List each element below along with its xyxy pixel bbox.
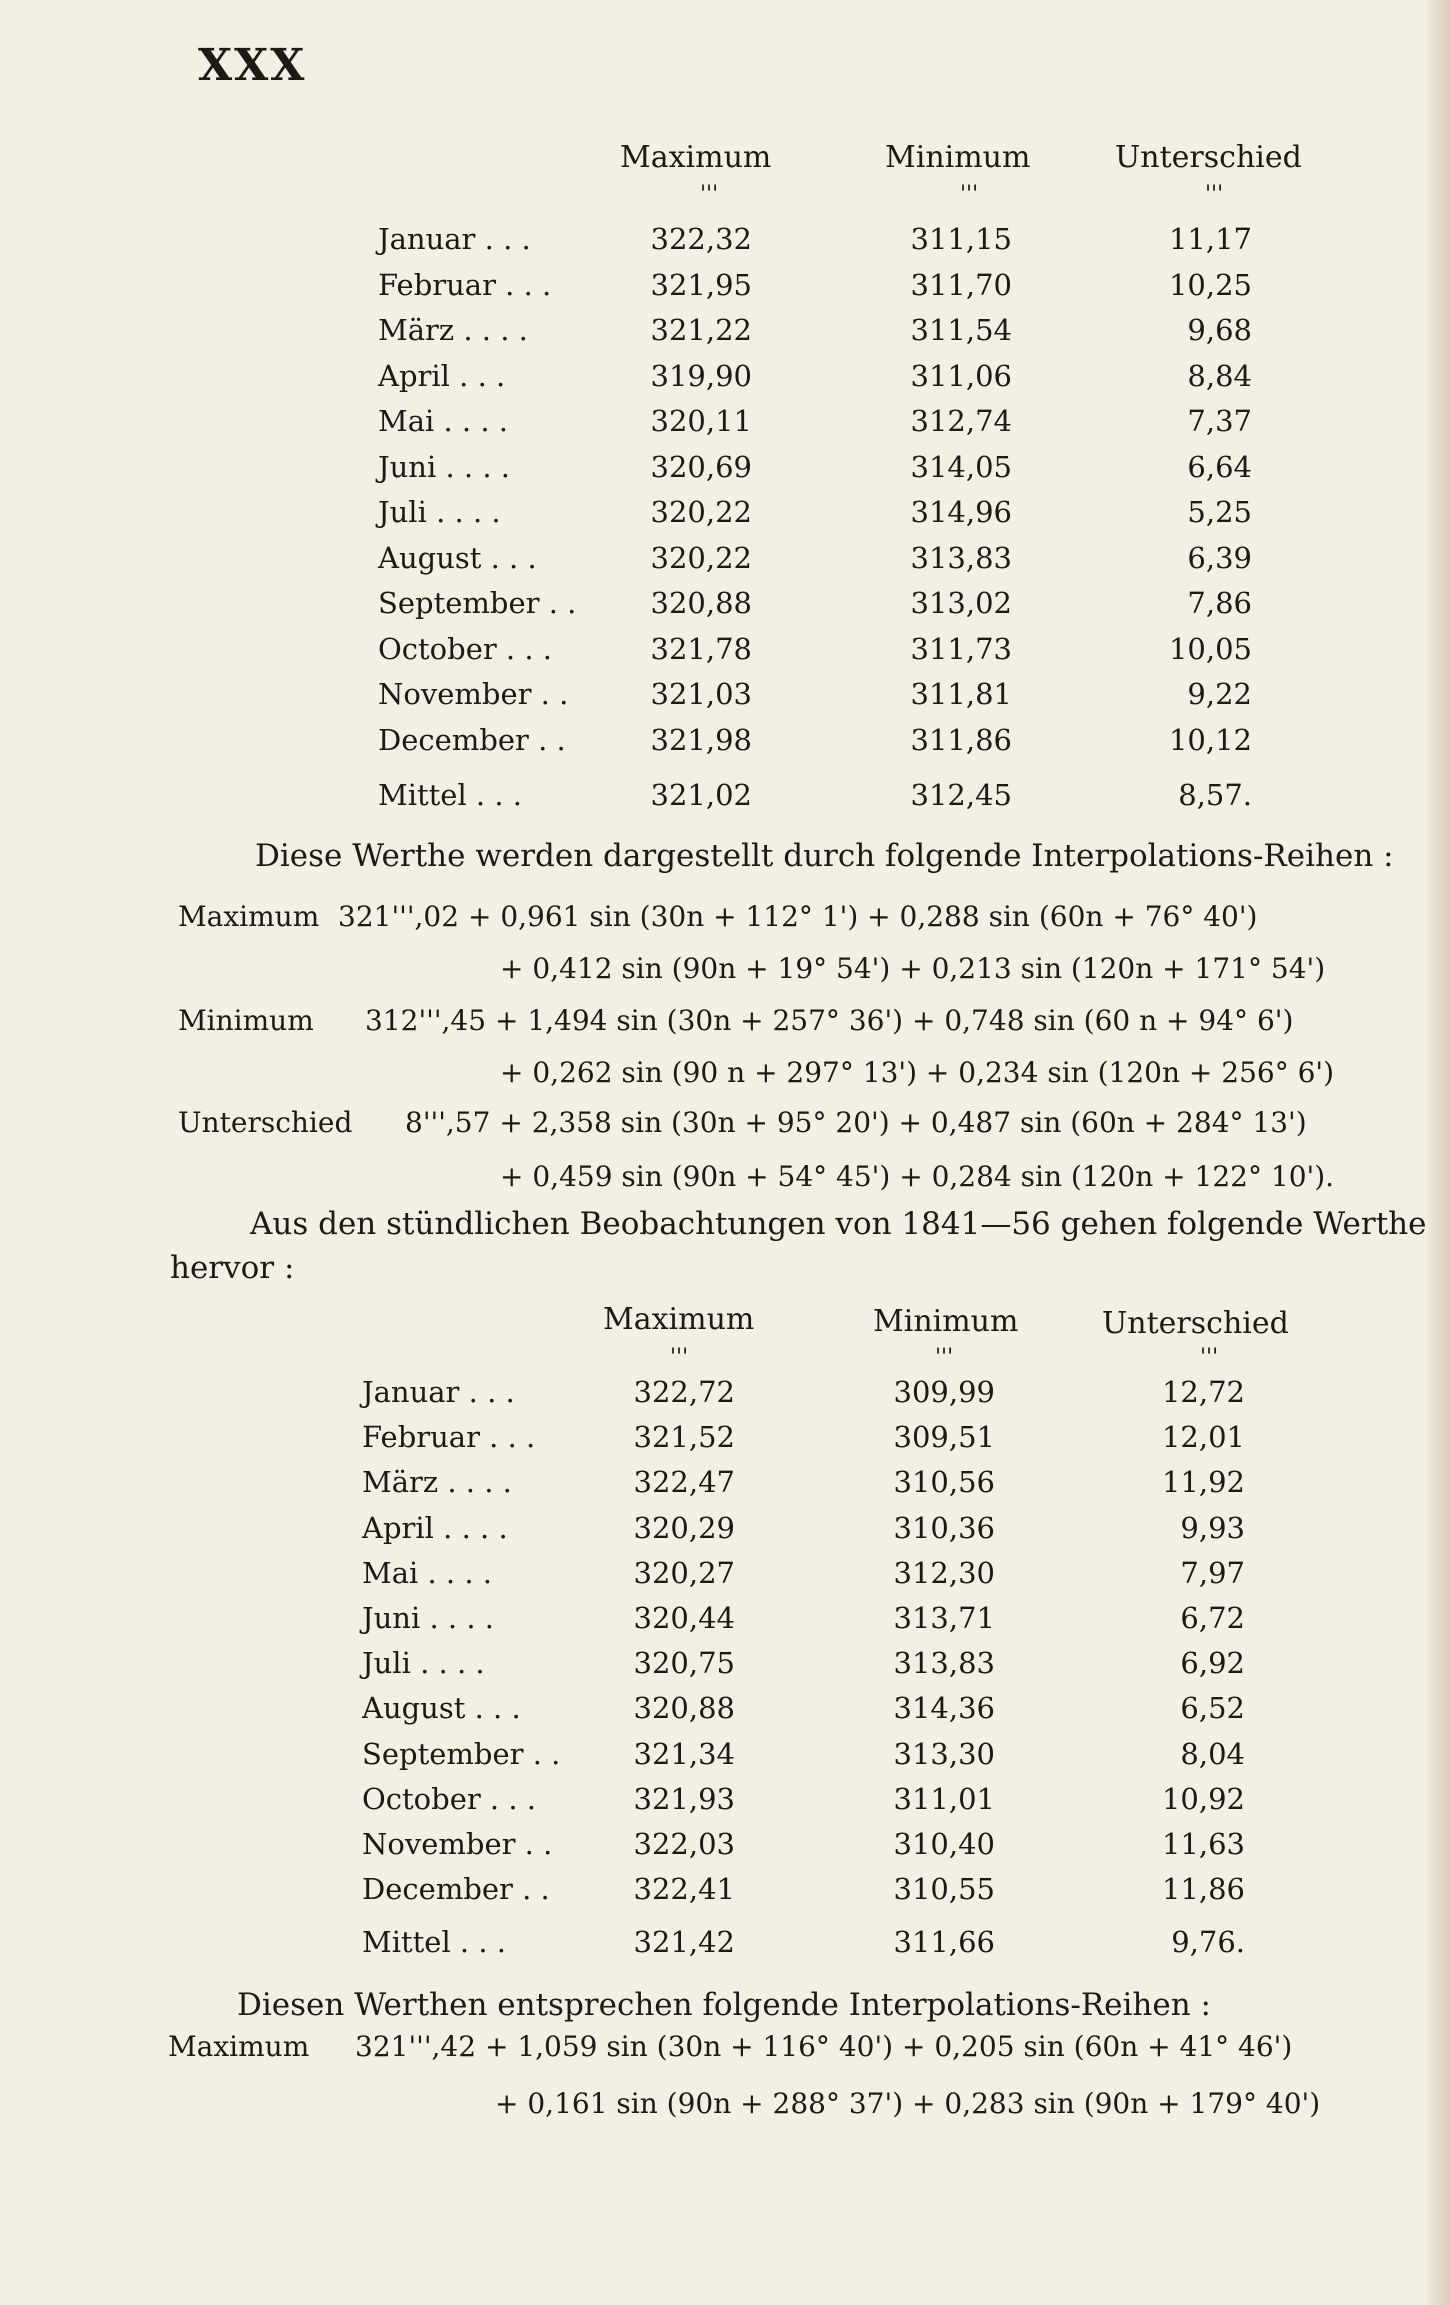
max-cell: 322,47 [633, 1465, 735, 1500]
max-cell: 321,22 [650, 313, 752, 347]
formula-label-maximum: Maximum [178, 900, 320, 933]
formula-label-minimum: Minimum [178, 1004, 314, 1037]
min-cell: 310,55 [893, 1872, 995, 1907]
max-cell: 320,22 [650, 540, 752, 575]
min-cell: 314,36 [893, 1691, 995, 1726]
table-row [0, 1420, 1450, 1464]
month-cell: Februar . . . [378, 267, 552, 302]
max-cell: 321,02 [650, 778, 752, 812]
min-cell: 313,02 [910, 586, 1012, 620]
unit-minimum-2: ''' [935, 1345, 954, 1370]
month-cell: October . . . [362, 1781, 537, 1816]
month-cell: September . . [362, 1736, 561, 1771]
difference-cell: 9,22 [1187, 677, 1252, 711]
difference-cell: 9,68 [1187, 313, 1252, 347]
formula2-maximum-line2: + 0,161 sin (90n + 288° 37') + 0,283 sin (90n + 179° 40') [495, 2087, 1321, 2120]
max-cell: 322,32 [650, 222, 752, 256]
difference-cell: 10,12 [1168, 722, 1252, 757]
max-cell: 320,11 [650, 404, 752, 438]
header-difference: Unterschied [1115, 140, 1302, 175]
difference-cell: 8,57. [1178, 778, 1252, 812]
table-row [0, 359, 1450, 403]
month-cell: Januar . . . [362, 1375, 515, 1409]
table-row [0, 586, 1450, 630]
table-row [0, 495, 1450, 539]
difference-cell: 8,04 [1180, 1736, 1245, 1771]
month-cell: November . . [362, 1827, 553, 1861]
month-cell: April . . . . [362, 1510, 508, 1545]
formula-minimum-line2: + 0,262 sin (90 n + 297° 13') + 0,234 sin (120n + 256° 6') [500, 1056, 1335, 1089]
max-cell: 321,34 [633, 1736, 735, 1771]
difference-cell: 6,72 [1180, 1601, 1245, 1635]
unit-maximum-2: ''' [670, 1345, 689, 1370]
min-cell: 312,74 [910, 404, 1012, 438]
difference-cell: 10,92 [1161, 1781, 1245, 1816]
month-cell: August . . . [378, 540, 537, 575]
min-cell: 309,51 [893, 1420, 995, 1455]
min-cell: 309,99 [893, 1375, 995, 1409]
max-cell: 321,78 [650, 631, 752, 666]
difference-cell: 12,01 [1161, 1420, 1245, 1455]
table-row [0, 404, 1450, 448]
month-cell: März . . . . [362, 1465, 512, 1500]
formula-minimum-line1: 312''',45 + 1,494 sin (30n + 257° 36') + 0,748 sin (60 n + 94° 6') [365, 1004, 1294, 1037]
paragraph-2-line2: hervor : [170, 1250, 295, 1286]
paragraph-3: Diesen Werthen entsprechen folgende Interpolations-Reihen : [237, 1987, 1212, 2023]
month-cell: December . . [362, 1872, 550, 1907]
max-cell: 321,52 [633, 1420, 735, 1455]
table-row [0, 1556, 1450, 1600]
max-cell: 320,22 [650, 495, 752, 529]
month-cell: Februar . . . [362, 1420, 536, 1455]
max-cell: 321,93 [633, 1781, 735, 1816]
table-row [0, 268, 1450, 312]
month-cell: November . . [378, 677, 569, 711]
difference-cell: 7,86 [1187, 586, 1252, 620]
min-cell: 313,71 [893, 1601, 995, 1635]
min-cell: 312,30 [893, 1555, 995, 1590]
table-row [0, 677, 1450, 721]
min-cell: 313,83 [893, 1646, 995, 1681]
difference-cell: 6,39 [1187, 540, 1252, 575]
min-cell: 311,01 [893, 1781, 995, 1816]
max-cell: 322,72 [633, 1375, 735, 1409]
month-cell: Juni . . . . [362, 1601, 495, 1635]
difference-cell: 9,76. [1171, 1925, 1245, 1960]
paragraph-1: Diese Werthe werden dargestellt durch folgende Interpolations-Reihen : [255, 838, 1394, 874]
table-row [0, 632, 1450, 676]
max-cell: 320,88 [633, 1691, 735, 1726]
min-cell: 310,40 [893, 1827, 995, 1861]
month-cell: April . . . [378, 358, 506, 393]
formula2-maximum-line1: 321''',42 + 1,059 sin (30n + 116° 40') + 0,205 sin (60n + 41° 46') [355, 2030, 1293, 2063]
max-cell: 321,42 [633, 1925, 735, 1960]
difference-cell: 6,92 [1180, 1646, 1245, 1681]
min-cell: 311,54 [910, 313, 1012, 347]
formula-maximum-line2: + 0,412 sin (90n + 19° 54') + 0,213 sin (120n + 171° 54') [500, 952, 1326, 985]
table-row-mean [0, 778, 1450, 822]
min-cell: 311,70 [910, 267, 1012, 302]
max-cell: 320,27 [633, 1555, 735, 1590]
min-cell: 311,66 [893, 1925, 995, 1960]
month-cell: Mittel . . . [378, 778, 523, 812]
unit-minimum: ''' [960, 182, 979, 207]
formula2-label-maximum: Maximum [168, 2030, 310, 2063]
min-cell: 314,05 [910, 449, 1012, 484]
header-difference-2: Unterschied [1102, 1306, 1289, 1341]
min-cell: 311,81 [910, 677, 1012, 711]
min-cell: 312,45 [910, 778, 1012, 812]
table-row [0, 1511, 1450, 1555]
unit-difference: ''' [1205, 182, 1224, 207]
max-cell: 320,75 [633, 1646, 735, 1681]
table-row [0, 1872, 1450, 1916]
difference-cell: 5,25 [1187, 495, 1252, 529]
table-row [0, 1465, 1450, 1509]
table-row [0, 450, 1450, 494]
month-cell: März . . . . [378, 313, 528, 347]
difference-cell: 11,86 [1161, 1872, 1245, 1907]
formula-difference-line2: + 0,459 sin (90n + 54° 45') + 0,284 sin (120n + 122° 10'). [500, 1160, 1335, 1193]
min-cell: 313,83 [910, 540, 1012, 575]
difference-cell: 9,93 [1180, 1510, 1245, 1545]
month-cell: Januar . . . [378, 222, 531, 256]
max-cell: 322,03 [633, 1827, 735, 1861]
table-row [0, 1646, 1450, 1690]
min-cell: 311,15 [910, 222, 1012, 256]
difference-cell: 6,64 [1187, 449, 1252, 484]
unit-maximum: ''' [700, 182, 719, 207]
unit-difference-2: ''' [1200, 1345, 1219, 1370]
max-cell: 320,29 [633, 1510, 735, 1545]
formula-maximum-line1: 321''',02 + 0,961 sin (30n + 112° 1') + 0,288 sin (60n + 76° 40') [338, 900, 1258, 933]
table-row [0, 313, 1450, 357]
table-row-mean [0, 1925, 1450, 1969]
header-maximum: Maximum [620, 140, 772, 175]
difference-cell: 10,05 [1168, 631, 1252, 666]
table-row [0, 1782, 1450, 1826]
table-row [0, 1601, 1450, 1645]
difference-cell: 12,72 [1161, 1375, 1245, 1409]
table-row [0, 1737, 1450, 1781]
table-row [0, 723, 1450, 767]
max-cell: 320,88 [650, 586, 752, 620]
max-cell: 321,98 [650, 722, 752, 757]
month-cell: August . . . [362, 1691, 521, 1726]
month-cell: December . . [378, 722, 566, 757]
min-cell: 311,73 [910, 631, 1012, 666]
table-row [0, 541, 1450, 585]
formula-label-difference: Unterschied [178, 1106, 353, 1139]
difference-cell: 11,92 [1161, 1465, 1245, 1500]
min-cell: 310,36 [893, 1510, 995, 1545]
min-cell: 310,56 [893, 1465, 995, 1500]
difference-cell: 7,97 [1180, 1555, 1245, 1590]
min-cell: 313,30 [893, 1736, 995, 1771]
difference-cell: 10,25 [1168, 267, 1252, 302]
table-row [0, 222, 1450, 266]
table-row [0, 1691, 1450, 1735]
month-cell: Mai . . . . [362, 1555, 493, 1590]
page-number: XXX [198, 40, 307, 91]
max-cell: 320,44 [633, 1601, 735, 1635]
min-cell: 311,86 [910, 722, 1012, 757]
table-row [0, 1375, 1450, 1419]
table-row [0, 1827, 1450, 1871]
month-cell: Juni . . . . [378, 449, 511, 484]
header-minimum-2: Minimum [873, 1304, 1019, 1339]
month-cell: Mittel . . . [362, 1925, 507, 1960]
difference-cell: 7,37 [1187, 404, 1252, 438]
max-cell: 319,90 [650, 358, 752, 393]
max-cell: 322,41 [633, 1872, 735, 1907]
difference-cell: 8,84 [1187, 358, 1252, 393]
month-cell: September . . [378, 586, 577, 620]
min-cell: 311,06 [910, 358, 1012, 393]
month-cell: Juli . . . . [378, 495, 501, 529]
month-cell: Mai . . . . [378, 404, 509, 438]
min-cell: 314,96 [910, 495, 1012, 529]
max-cell: 321,03 [650, 677, 752, 711]
header-minimum: Minimum [885, 140, 1031, 175]
difference-cell: 6,52 [1180, 1691, 1245, 1726]
formula-difference-line1: 8''',57 + 2,358 sin (30n + 95° 20') + 0,487 sin (60n + 284° 13') [405, 1106, 1307, 1139]
paragraph-2-line1: Aus den stündlichen Beobachtungen von 1841—56 gehen folgende Werthe [250, 1206, 1427, 1242]
max-cell: 320,69 [650, 449, 752, 484]
month-cell: October . . . [378, 631, 553, 666]
difference-cell: 11,63 [1161, 1827, 1245, 1861]
max-cell: 321,95 [650, 267, 752, 302]
header-maximum-2: Maximum [603, 1302, 755, 1337]
difference-cell: 11,17 [1168, 222, 1252, 256]
month-cell: Juli . . . . [362, 1646, 485, 1681]
